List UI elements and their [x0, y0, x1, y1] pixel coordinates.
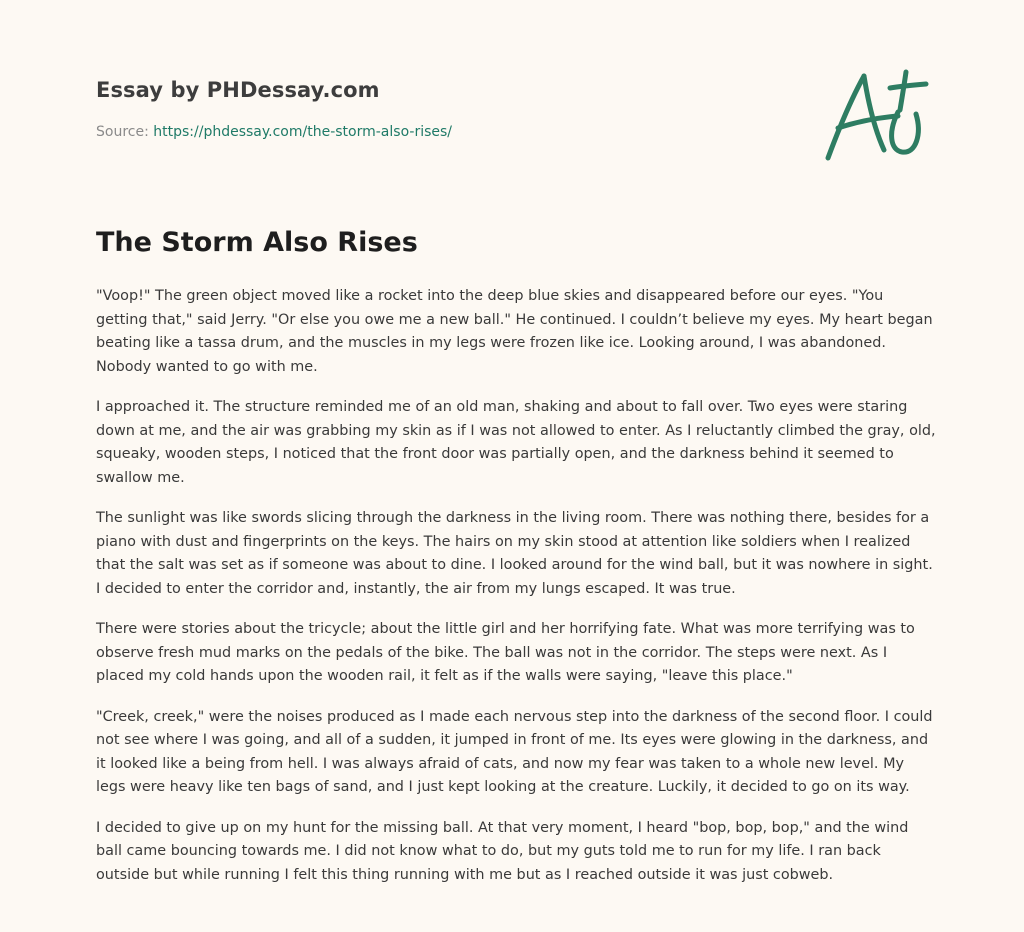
essay-paragraph: I decided to give up on my hunt for the missing ball. At that very moment, I heard "bop, bop, bop," and the wind ball came bouncing towards me. I did not know what to do, but my guts told me to run for my life. I ran back outside but while running I felt this thing running with me but as I reached outside it was just cobweb. — [96, 819, 909, 883]
essay-paragraph: I approached it. The structure reminded me of an old man, shaking and about to fall over. Two eyes were staring down at me, and the air was grabbing my skin as if I was not allowed to enter. As I reluctantly climbed the gray, old, squeaky, wooden steps, I noticed that the front door was partially open, and the darkness behind it seemed to swallow me. — [96, 399, 936, 486]
essay-paragraph: There were stories about the tricycle; about the little girl and her horrifying fate. What was more terrifying was to observe fresh mud marks on the pedals of the bike. The ball was not in the corridor. The steps were next. As I placed my cold hands upon the wooden rail, it felt as if the walls were saying, "leave this place." — [96, 621, 915, 684]
source-link[interactable]: https://phdessay.com/the-storm-also-rises/ — [153, 124, 453, 140]
essay-paragraph: The sunlight was like swords slicing through the darkness in the living room. There was nothing there, besides for a piano with dust and fingerprints on the keys. The hairs on my skin stood at attention like soldiers when I realized that the salt was set as if someone was about to dine. I looked around for the wind ball, but it was nowhere in sight. I decided to enter the corridor and, instantly, the air from my lungs escaped. It was true. — [96, 510, 933, 597]
source-line — [96, 124, 452, 140]
essay-body — [96, 285, 936, 904]
essay-paragraph: "Voop!" The green object moved like a rocket into the deep blue skies and disappeared before our eyes. "You getting that," said Jerry. "Or else you owe me a new ball." He continued. I couldn’t believe my eyes. My heart began beating like a tassa drum, and the muscles in my legs were frozen like ice. Looking around, I was abandoned. Nobody wanted to go with me. — [96, 288, 933, 375]
essay-title: The Storm Also Rises — [96, 227, 418, 258]
essay-paragraph: "Creek, creek," were the noises produced as I made each nervous step into the darkness of the second floor. I could not see where I was going, and all of a sudden, it jumped in front of me. Its eyes were glowing in the darkness, and it looked like a being from hell. I was always afraid of cats, and now my fear was taken to a whole new level. My legs were heavy like ten bags of sand, and I just kept looking at the creature. Luckily, it decided to go on its way. — [96, 708, 933, 795]
source-label: Source: — [96, 124, 154, 140]
site-brand: Essay by PHDessay.com — [96, 78, 380, 102]
a-plus-grade-icon — [818, 66, 930, 166]
